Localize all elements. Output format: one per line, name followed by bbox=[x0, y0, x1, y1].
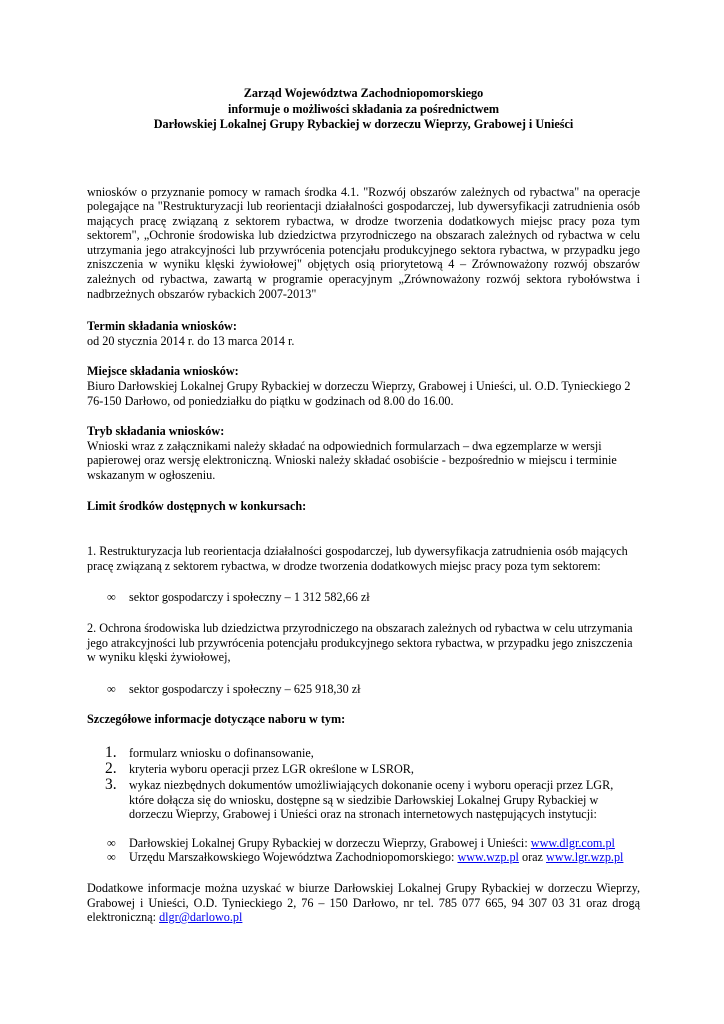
bullet-infinity-icon: ∞ bbox=[107, 681, 116, 696]
termin-title: Termin składania wniosków: bbox=[87, 319, 237, 334]
wzp-website-link[interactable]: www.wzp.pl bbox=[457, 850, 519, 865]
details-list bbox=[87, 745, 640, 822]
termin-text: od 20 stycznia 2014 r. do 13 marca 2014 r. bbox=[87, 333, 295, 348]
list-text: wykaz niezbędnych dokumentów umożliwiających dokonanie oceny i wyboru operacji przez LGR, które dołącza się do wniosku, dostępne są w siedzibie Darłowskiej Lokalnej Grupy Rybackiej w dorzeczu Wieprzy, Grabowej i Unieści oraz na stronach internetowych następujących instytucji: bbox=[129, 777, 614, 822]
details-list-item bbox=[105, 777, 640, 822]
footer-paragraph bbox=[87, 881, 640, 925]
link-row-dlgr-text: Darłowskiej Lokalnej Grupy Rybackiej w dorzeczu Wieprzy, Grabowej i Unieści: bbox=[129, 835, 531, 850]
intro-paragraph: wniosków o przyznanie pomocy w ramach środka 4.1. "Rozwój obszarów zależnych od rybactwa" na operacje polegające na "Restrukturyzacji lub reorientacji działalności gospodarczej, lub dywersyfikacji zatrudnienia osób mających pracę związaną z sektorem rybactwa, w drodze tworzenia dodatkowych miejsc pracy poza tym sektorem", „Ochronie środowiska lub dziedzictwa przyrodniczego na obszarach zależnych od rybactwa w celu utrzymania jego atrakcyjności lub przywrócenia potencjału produkcyjnego sektora rybactwa, w przypadku jego zniszczenia w wyniku klęski żywiołowej" objętych osią priorytetową 4 – Zrównoważony rozwój obszarów zależnych od rybactwa, zawartą w programie operacyjnym „Zrównoważony rozwój sektora rybołówstwa i nadbrzeżnych obszarów rybackich 2007-2013" bbox=[87, 184, 640, 301]
header-line-1: Zarząd Województwa Zachodniopomorskiego bbox=[243, 86, 484, 100]
document-page bbox=[87, 86, 640, 925]
tryb-text: Wnioski wraz z załącznikami należy składać na odpowiednich formularzach – dwa egzemplarze w wersji papierowej oraz wersję elektroniczną. Wnioski należy składać osobiście - bezpośrednio w miejscu i terminie wskazanym w ogłoszeniu. bbox=[87, 438, 617, 482]
details-title: Szczegółowe informacje dotyczące naboru w tym: bbox=[87, 712, 346, 727]
tryb-title: Tryb składania wniosków: bbox=[87, 424, 225, 439]
details-list-item bbox=[105, 745, 640, 761]
link-row-wzp bbox=[107, 850, 640, 865]
termin-section bbox=[87, 319, 640, 348]
bullet-infinity-icon: ∞ bbox=[107, 835, 116, 850]
details-list-item bbox=[105, 761, 640, 777]
tryb-section bbox=[87, 424, 640, 482]
bullet-infinity-icon: ∞ bbox=[107, 590, 116, 605]
miejsce-title: Miejsce składania wniosków: bbox=[87, 364, 239, 379]
bullet-infinity-icon: ∞ bbox=[107, 850, 116, 865]
list-text: kryteria wyboru operacji przez LGR określone w LSROR, bbox=[129, 761, 414, 776]
miejsce-text: Biuro Darłowskiej Lokalnej Grupy Rybackiej w dorzeczu Wieprzy, Grabowej i Unieści, ul. O.D. Tynieckiego 2 76-150 Darłowo, od poniedziałku do piątku w godzinach od 8.00 do 16.00. bbox=[87, 379, 631, 408]
limit-amount-1-text: sektor gospodarczy i społeczny – 1 312 582,66 zł bbox=[129, 590, 370, 605]
header-line-2: informuje o możliwości składania za pośrednictwem bbox=[228, 101, 499, 116]
dlgr-website-link[interactable]: www.dlgr.com.pl bbox=[530, 835, 615, 850]
limit-amount-2 bbox=[87, 682, 640, 697]
miejsce-section bbox=[87, 364, 640, 408]
limit-amount-1 bbox=[87, 590, 640, 605]
header-line-3: Darłowskiej Lokalnej Grupy Rybackiej w dorzeczu Wieprzy, Grabowej i Unieści bbox=[153, 117, 574, 131]
document-header bbox=[87, 86, 640, 133]
limit-item-2: 2. Ochrona środowiska lub dziedzictwa przyrodniczego na obszarach zależnych od rybactwa w celu utrzymania jego atrakcyjności lub przywrócenia potencjału produkcyjnego sektora rybactwa, w przypadku jego zniszczenia w wyniku klęski żywiołowej, bbox=[87, 620, 633, 665]
limit-amount-2-text: sektor gospodarczy i społeczny – 625 918,30 zł bbox=[129, 681, 361, 696]
footer-text: Dodatkowe informacje można uzyskać w biurze Darłowskiej Lokalnej Grupy Rybackiej w dorzeczu Wieprzy, Grabowej i Unieści, O.D. Tynieckiego 2, 76 – 150 Darłowo, nr tel. 785 077 665, 94 307 03 31 oraz drogą elektroniczną: bbox=[87, 880, 640, 925]
list-number: 3. bbox=[105, 775, 117, 793]
link-row-wzp-text: Urzędu Marszałkowskiego Województwa Zachodniopomorskiego: bbox=[129, 850, 458, 865]
limit-title: Limit środków dostępnych w konkursach: bbox=[87, 498, 307, 513]
limit-item-1: 1. Restrukturyzacja lub reorientacja działalności gospodarczej, lub dywersyfikacja zatrudnienia osób mających pracę związaną z sektorem rybactwa, w drodze tworzenia dodatkowych miejsc pracy poza tym sektorem: bbox=[87, 544, 628, 573]
lgr-wzp-website-link[interactable]: www.lgr.wzp.pl bbox=[546, 850, 624, 865]
list-number: 2. bbox=[105, 759, 117, 777]
email-link[interactable]: dlgr@darlowo.pl bbox=[159, 910, 243, 925]
list-number: 1. bbox=[105, 743, 117, 761]
link-row-dlgr bbox=[107, 836, 640, 851]
links-list bbox=[87, 836, 640, 865]
link-row-wzp-mid: oraz bbox=[518, 850, 547, 865]
list-text: formularz wniosku o dofinansowanie, bbox=[129, 745, 314, 760]
